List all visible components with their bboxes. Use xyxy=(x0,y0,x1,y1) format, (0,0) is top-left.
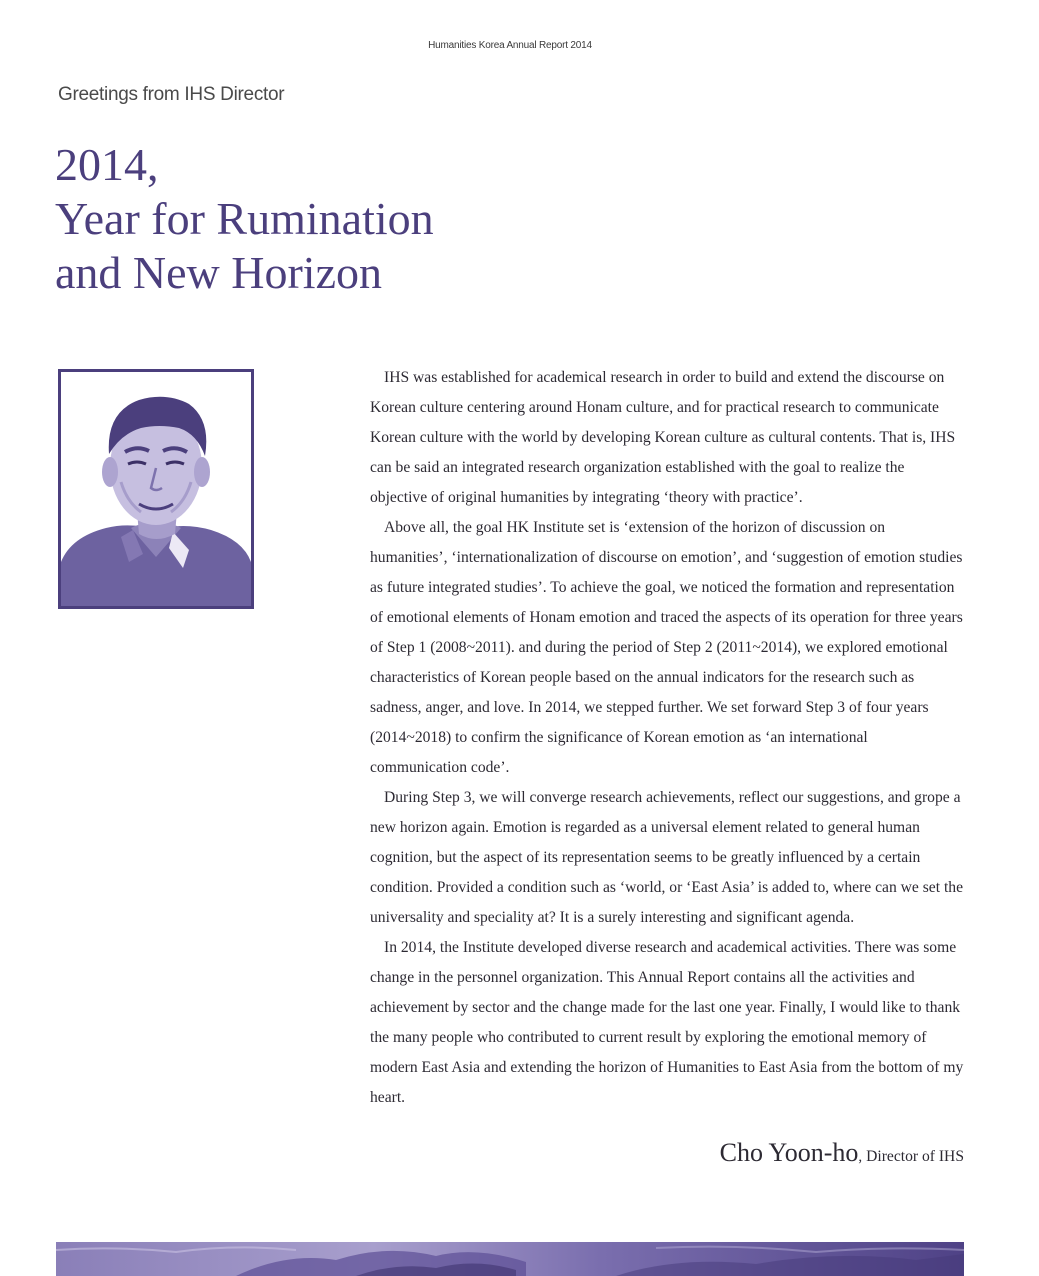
running-head: Humanities Korea Annual Report 2014 xyxy=(428,40,592,51)
section-label: Greetings from IHS Director xyxy=(58,84,285,105)
paragraph-1: IHS was established for academical research in order to build and extend the discourse on Korean culture centering around Honam culture, and for practical research to communicate Korean culture with the world by developing Korean culture as cultural contents. That is, IHS can be said an integrated research organization established with the goal to realize the objective of original humanities by integrating ‘theory with practice’. xyxy=(370,369,956,506)
paragraph-3: During Step 3, we will converge research achievements, reflect our suggestions, and grope a new horizon again. Emotion is regarded as a universal element related to general human cognition, but the aspect of its representation seems to be greatly influenced by a certain condition. Provided a condition such as ‘world, or ‘East Asia’ is added to, where can we set the universality and speciality at? It is a surely interesting and significant agenda. xyxy=(370,789,963,926)
title-line-1: 2014, xyxy=(55,139,159,190)
signature xyxy=(720,1138,964,1168)
paragraph-4: In 2014, the Institute developed diverse research and academical activities. There was some change in the personnel organization. This Annual Report contains all the activities and achievement by sector and the change made for the last one year. Finally, I would like to thank the many people who contributed to current result by exploring the emotional memory of modern East Asia and extending the horizon of Humanities to East Asia from the bottom of my heart. xyxy=(370,939,964,1106)
title-line-3: and New Horizon xyxy=(55,247,383,298)
signature-title: Director of IHS xyxy=(866,1148,964,1165)
letter-body xyxy=(370,363,964,1113)
page-title xyxy=(55,138,434,300)
title-line-2: Year for Rumination xyxy=(55,193,434,244)
signature-separator: , xyxy=(858,1149,863,1165)
banner-texture xyxy=(56,1242,964,1276)
signature-name: Cho Yoon-ho xyxy=(719,1138,859,1167)
paragraph-2: Above all, the goal HK Institute set is ‘extension of the horizon of discussion on humanities’, ‘internationalization of discourse on emotion’, and ‘suggestion of emotion studies as future integrated studies’. To achieve the goal, we noticed the formation and representation of emotional elements of Honam emotion and traced the aspects of its operation for three years of Step 1 (2008~2011). and during the period of Step 2 (2011~2014), we explored emotional characteristics of Korean people based on the annual indicators for the research such as sadness, anger, and love. In 2014, we stepped further. We set forward Step 3 of four years (2014~2018) to confirm the significance of Korean emotion as ‘an international communication code’. xyxy=(370,519,963,776)
decorative-banner xyxy=(56,1242,964,1276)
director-portrait xyxy=(58,369,254,609)
portrait-illustration xyxy=(61,372,251,606)
